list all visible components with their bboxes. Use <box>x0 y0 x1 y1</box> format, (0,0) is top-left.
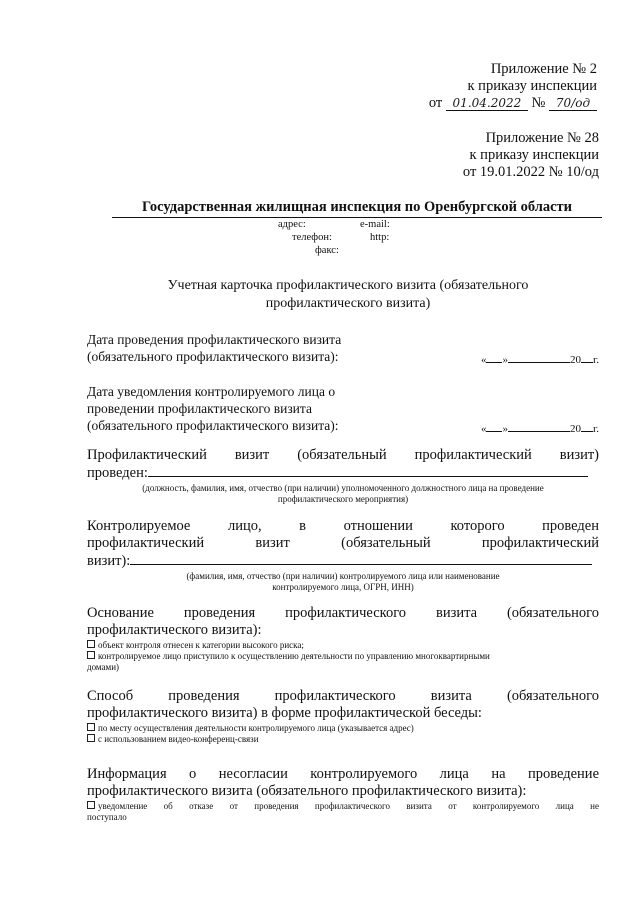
contacts-block <box>240 218 440 257</box>
basis-option-started-activity[interactable]: контролируемое лицо приступило к осуществлению деятельности по управлению многоквартирными <box>87 651 599 662</box>
organization-name: Государственная жилищная инспекция по Оренбургской области <box>112 199 602 218</box>
http-label: http: <box>370 232 390 243</box>
checkbox[interactable] <box>87 734 95 742</box>
handwritten-date: 01.04.2022 <box>446 97 528 111</box>
basis-option-high-risk[interactable]: объект контроля отнесен к категории высокого риска; <box>87 640 599 651</box>
appendix-previous <box>463 130 599 181</box>
appendix-prev-order-date: от 19.01.2022 № 10/од <box>462 164 599 180</box>
appendix-number: Приложение № 2 <box>490 61 597 77</box>
method-section: Способ проведения профилактического визита (обязательного профилактического визита) в форме профилактической беседы: по месту осуществления деятельности контролируемого лица (указывается адрес) с использованием видео-конференц-связи <box>87 688 599 744</box>
document-title: Учетная карточка профилактического визита (обязательного профилактического визита) <box>167 278 529 311</box>
checkbox[interactable] <box>87 651 95 659</box>
phone-label: телефон: <box>292 232 332 243</box>
appendix-order-date-line: от 01.04.2022 № 70/од <box>429 95 597 112</box>
method-option-onsite[interactable]: по месту осуществления деятельности контролируемого лица (указывается адрес) <box>87 723 599 734</box>
notification-date-section: Дата уведомления контролируемого лица о проведении профилактического визита (обязательного профилактического визита): « » 20 г. <box>87 383 599 434</box>
basis-section: Основание проведения профилактического визита (обязательного профилактического визита): объект контроля отнесен к категории высокого риска; контролируемое лицо приступило к осуществлению деятельности по управлению многоквартирными домами) <box>87 605 599 672</box>
conducted-by-section: Профилактический визит (обязательный профилактический визит) проведен: (должность, фамилия, имя, отчество (при наличии) уполномоченного должностного лица на проведение профилактического мероприятия) <box>87 447 599 504</box>
appendix-prev-number: Приложение № 28 <box>485 130 599 146</box>
checkbox[interactable] <box>87 801 95 809</box>
visit-date-field: « » 20 г. <box>481 351 599 369</box>
notification-date-field: « » 20 г. <box>481 420 599 438</box>
checkbox[interactable] <box>87 723 95 731</box>
method-option-video[interactable]: с использованием видео-конференц-связи <box>87 734 599 745</box>
disagreement-section: Информация о несогласии контролируемого лица на проведение профилактического визита (обязательного профилактического визита): уведомление об отказе от проведения профилактического визита от контролируемого лица не поступало <box>87 766 599 822</box>
handwritten-order-number: 70/од <box>549 97 597 111</box>
appendix-current <box>429 61 597 112</box>
fax-label: факс: <box>315 245 339 256</box>
appendix-prev-order-ref: к приказу инспекции <box>469 147 599 163</box>
appendix-order-ref: к приказу инспекции <box>467 78 597 94</box>
checkbox[interactable] <box>87 640 95 648</box>
address-label: адрес: <box>278 219 306 230</box>
visit-date-section: Дата проведения профилактического визита (обязательного профилактического визита): « » 20 г. <box>87 331 599 365</box>
email-label: e-mail: <box>360 219 390 230</box>
disagreement-option[interactable]: уведомление об отказе от проведения профилактического визита от контролируемого лица не <box>87 801 599 812</box>
controlled-person-section: Контролируемое лицо, в отношении которого проведен профилактический визит (обязательный профилактический визит): (фамилия, имя, отчество (при наличии) контролируемого лица или наименование контролируемого лица, ОГРН, ИНН) <box>87 518 599 592</box>
